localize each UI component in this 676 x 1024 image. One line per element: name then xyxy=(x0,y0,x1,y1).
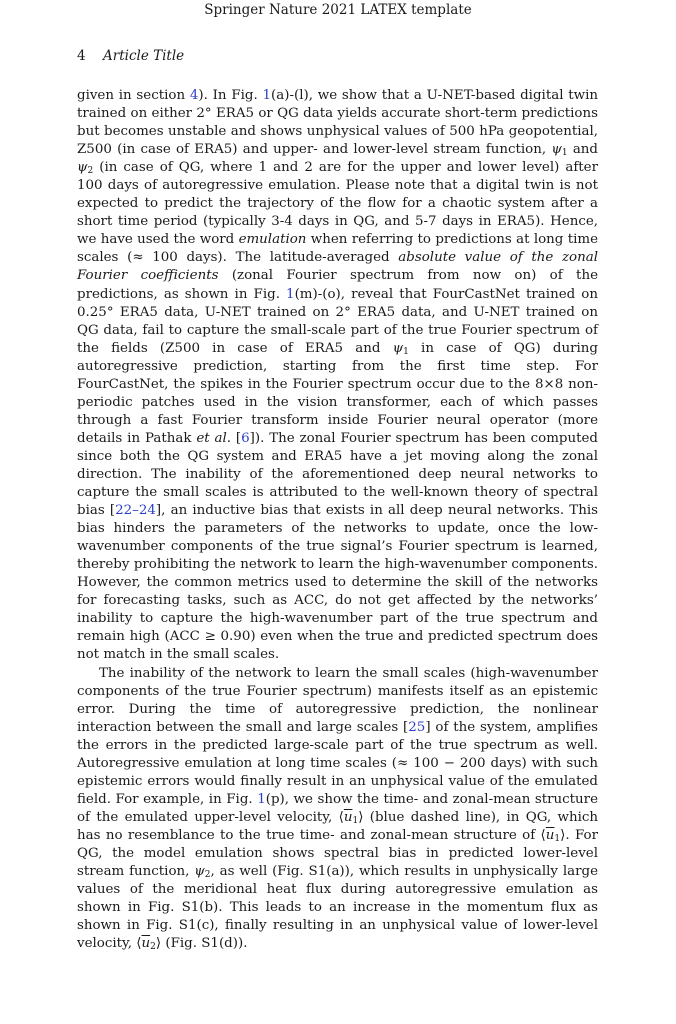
math-base: $\overline{u}$ xyxy=(545,827,555,843)
text-run: ], an inductive bias that exists in all deep neural networks. This bias hinders the parameters of the networks to update, once the low-wavenumber components of the true signal’s Fourier spectrum is learned, thereby prohibiting the network to learn the high-wavenumber components. However, the common metrics used to determine the skill of the networks for forecasting tasks, such as ACC, do not get affected by the networks’ inability to capture the high-wavenumber part of the true spectrum and remain high (ACC ≥ 0.90) even when the true and predicted spectrum does not match in the small scales. xyxy=(77,503,598,663)
reference-link[interactable]: 1 xyxy=(286,286,295,302)
text-run: [ xyxy=(231,430,242,446)
math-subscript: 2 xyxy=(150,942,156,953)
text-run: (m)-(o), reveal that FourCastNet trained on 0.25° ERA5 data, U-NET trained on 2° ERA5 data, and U-NET trained on QG data, fail to capture the small-scale part of the true Fourier spectrum of the fields (Z500 in case of ERA5 and xyxy=(77,286,598,356)
emphasized-text: emulation xyxy=(238,232,307,248)
math-subscript: 1 xyxy=(403,346,409,357)
text-run: ⟩ (Fig. S1(d)). xyxy=(155,936,248,952)
text-run: , as well (Fig. S1(a)), which results in unphysically large values of the meridional heat flux during autoregressive emulation as shown in Fig. S1(b). This leads to an increase in the momentum flux as shown in Fig. S1(c), finally resulting in an unphysical value of lower-level velocity, ⟨ xyxy=(77,864,598,952)
math-subscript: 1 xyxy=(352,815,359,826)
text-run: ). In Fig. xyxy=(198,88,263,103)
text-run: in case of QG) during autoregressive prediction, starting from the first time step. For FourCastNet, the spikes in the Fourier spectrum occur due to the 8×8 non-periodic patches used in the vision transformer, each of which passes through a fast Fourier transform inside Fourier neural operator (more details in Pathak xyxy=(77,340,598,446)
math-symbol xyxy=(77,160,93,175)
text-run: (in case of QG, where 1 and 2 are for the upper and lower level) after 100 days of autoregressive emulation. Please note that a digital twin is not expected to predict the trajectory of the flow for a chaotic system after a short time period (typically 3-4 days in QG, and 5-7 days in ERA5). Hence, we have used the word xyxy=(77,160,598,248)
math-overline-symbol xyxy=(344,810,358,825)
text-run: (p), we show the time- and zonal-mean structure of the emulated upper-level velocity, ⟨ xyxy=(77,791,598,825)
math-base: ψ xyxy=(194,864,205,880)
text-run: ] of the system, amplifies the errors in the predicted large-scale part of the true spectrum as well. Autoregressive emulation at long time scales (≈ 100 − 200 days) with such epistemic errors would finally result in an unphysical value of the emulated field. For example, in Fig. xyxy=(77,719,598,807)
text-run: (zonal Fourier spectrum from now on) of the predictions, as shown in Fig. xyxy=(77,268,598,302)
reference-link[interactable]: 25 xyxy=(408,719,426,735)
math-base: ψ xyxy=(77,160,88,176)
math-symbol xyxy=(393,341,409,356)
math-subscript: 2 xyxy=(204,870,211,881)
paragraph-1 xyxy=(77,87,598,665)
math-symbol xyxy=(551,142,567,157)
paragraph-2 xyxy=(77,665,598,954)
reference-link[interactable]: 22–24 xyxy=(115,503,156,519)
math-overline-symbol xyxy=(546,828,560,843)
text-run: ⟩. For QG, the model emulation shows spectral bias in predicted lower-level stream function, xyxy=(77,827,598,880)
article-title: Article Title xyxy=(103,48,185,64)
math-base: ψ xyxy=(392,340,404,356)
math-subscript: 2 xyxy=(87,166,94,177)
page-header xyxy=(77,48,597,64)
math-base: $\overline{u}$ xyxy=(141,936,151,952)
math-base: ψ xyxy=(551,142,562,158)
reference-link[interactable]: 1 xyxy=(262,88,272,103)
text-run: ⟩ (blue dashed line), in QG, which has no resemblance to the true time- and zonal-mean structure of ⟨ xyxy=(77,809,599,843)
math-overline-symbol xyxy=(142,936,156,951)
reference-link[interactable]: 4 xyxy=(189,88,199,103)
text-run: (a)-(l), we show that a U-NET-based digital twin trained on either 2° ERA5 or QG data yields accurate short-term predictions but becomes unstable and shows unphysical values of 500 hPa geopotential, Z500 (in case of ERA5) and upper- and lower-level stream function, xyxy=(77,88,598,158)
reference-link[interactable]: 1 xyxy=(257,791,266,807)
text-run: and xyxy=(567,142,598,158)
text-run: given in section xyxy=(77,88,190,103)
reference-link[interactable]: 6 xyxy=(241,430,250,446)
text-run: The inability of the network to learn the small scales (high-wavenumber components of the true Fourier spectrum) manifests itself as an epistemic error. During the time of autoregressive prediction, the nonlinear interaction between the small and large scales [ xyxy=(77,665,598,735)
math-base: $\overline{u}$ xyxy=(343,809,353,825)
math-subscript: 1 xyxy=(554,833,561,844)
page-number: 4 xyxy=(77,48,86,64)
emphasized-text: et al. xyxy=(196,430,232,446)
math-symbol xyxy=(194,864,210,879)
math-subscript: 1 xyxy=(561,148,568,159)
text-run: ]). The zonal Fourier spectrum has been computed since both the QG system and ERA5 have a jet moving along the zonal direction. The inability of the aforementioned deep neural networks to capture the small scales is attributed to the well-known theory of spectral bias [ xyxy=(77,430,598,519)
text-run: when referring to predictions at long time scales (≈ 100 days). The latitude-averaged xyxy=(77,232,598,266)
running-head: Springer Nature 2021 LATEX template xyxy=(204,2,472,18)
body-text xyxy=(77,87,598,953)
emphasized-text: absolute value of the zonal Fourier coefficients xyxy=(77,250,599,284)
